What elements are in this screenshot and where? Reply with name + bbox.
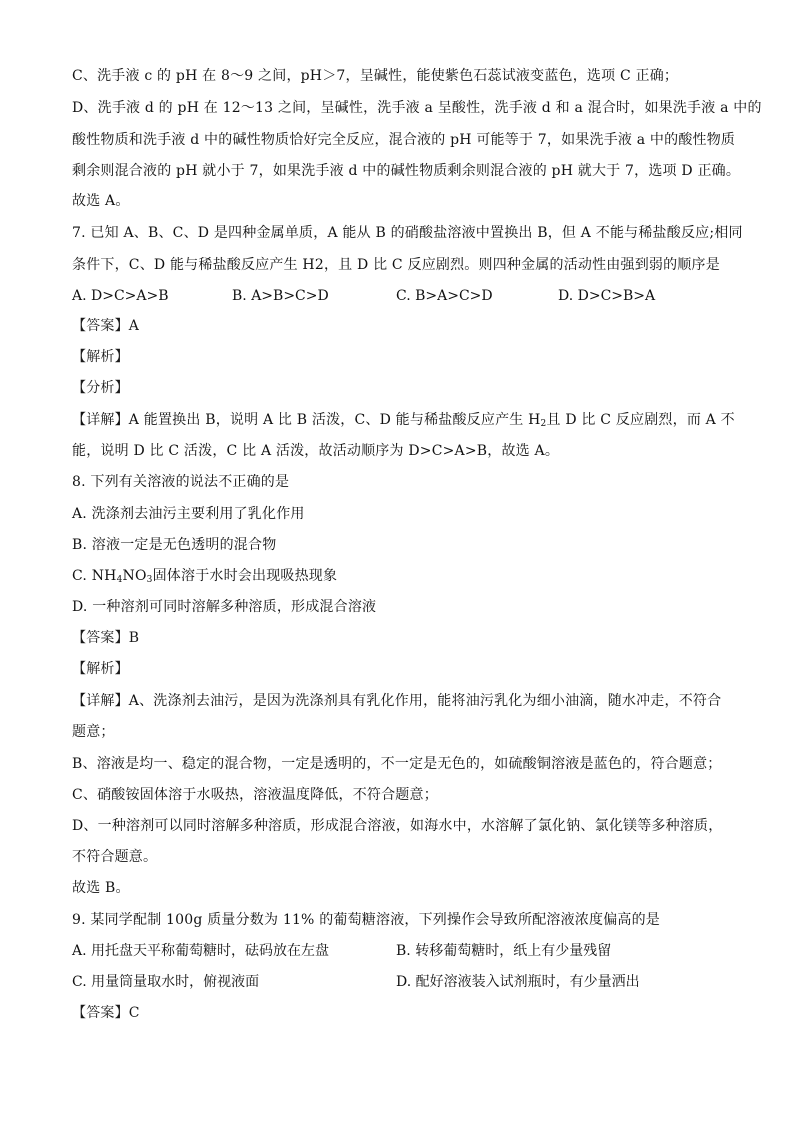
option-c: C. B>A>C>D [396, 288, 493, 304]
subscript: 4 [116, 575, 123, 585]
option-d: D. 一种溶剂可同时溶解多种溶质，形成混合溶液 [72, 599, 377, 615]
option-c [72, 566, 732, 586]
fenxi-label: 【分析】 [72, 380, 129, 396]
text-line: 酸性物质和洗手液 d 中的碱性物质恰好完全反应，混合液的 pH 可能等于 7，如果洗手液 a 中的酸性物质 [72, 132, 736, 148]
detail-line: D、一种溶剂可以同时溶解多种溶质，形成混合溶液，如海水中，水溶解了氯化钠、氯化镁等多种溶质， [72, 818, 723, 834]
answer-label: 【答案】A [72, 318, 140, 334]
option-a: A. D>C>A>B [72, 288, 169, 304]
text-line: 故选 A。 [72, 193, 130, 209]
option-b: B. A>B>C>D [232, 288, 329, 304]
question-9-stem: 9. 某同学配制 100g 质量分数为 11% 的葡萄糖溶液，下列操作会导致所配溶液浓度偏高的是 [72, 912, 661, 928]
analysis-label: 【解析】 [72, 661, 129, 677]
answer-label: 【答案】B [72, 630, 140, 646]
option-text: NO [122, 568, 147, 584]
option-text: C. NH [72, 568, 117, 584]
detail-line: 能，说明 D 比 C 活泼，C 比 A 活泼，故活动顺序为 D>C>A>B，故选 A。 [72, 443, 560, 459]
option-b: B. 溶液一定是无色透明的混合物 [72, 537, 277, 553]
detail-text: 【详解】A 能置换出 B，说明 A 比 B 活泼，C、D 能与稀盐酸反应产生 H [72, 412, 541, 428]
option-b: B. 转移葡萄糖时，纸上有少量残留 [396, 943, 612, 959]
detail-line: B、溶液是均一、稳定的混合物，一定是透明的，不一定是无色的，如硫酸铜溶液是蓝色的，符合题意； [72, 756, 722, 772]
option-text: 固体溶于水时会出现吸热现象 [152, 568, 338, 584]
detail-text: 且 D 比 C 反应剧烈，而 A 不 [546, 412, 735, 428]
detail-line: 故选 B。 [72, 880, 130, 896]
detail-line: C、硝酸铵固体溶于水吸热，溶液温度降低，不符合题意； [72, 787, 438, 803]
option-d: D. D>C>B>A [558, 288, 656, 304]
question-9-options-row1 [72, 941, 732, 961]
answer-label: 【答案】C [72, 1005, 140, 1021]
question-7-stem: 7. 已知 A、B、C、D 是四种金属单质，A 能从 B 的硝酸盐溶液中置换出 B，但 A 不能与稀盐酸反应;相同 [72, 225, 743, 241]
question-7-options [72, 286, 732, 306]
option-c: C. 用量筒量取水时，俯视液面 [72, 974, 260, 990]
question-7-stem-cont: 条件下，C、D 能与稀盐酸反应产生 H2，且 D 比 C 反应剧烈。则四种金属的活动性由强到弱的顺序是 [72, 257, 720, 273]
question-9-options-row2 [72, 972, 732, 992]
option-a: A. 洗涤剂去油污主要利用了乳化作用 [72, 506, 305, 522]
analysis-label: 【解析】 [72, 349, 129, 365]
subscript: 3 [146, 575, 153, 585]
subscript: 2 [540, 419, 547, 429]
detail-line [72, 410, 735, 430]
text-line: 剩余则混合液的 pH 就小于 7，如果洗手液 d 中的碱性物质剩余则混合液的 pH 就大于 7，选项 D 正确。 [72, 163, 741, 179]
option-d: D. 配好溶液装入试剂瓶时，有少量洒出 [396, 974, 640, 990]
detail-line: 不符合题意。 [72, 849, 158, 865]
detail-line: 【详解】A、洗涤剂去油污，是因为洗涤剂具有乳化作用，能将油污乳化为细小油滴，随水冲走，不符合 [72, 693, 722, 709]
option-a: A. 用托盘天平称葡萄糖时，砝码放在左盘 [72, 943, 330, 959]
question-8-stem: 8. 下列有关溶液的说法不正确的是 [72, 474, 290, 490]
detail-line: 题意； [72, 724, 115, 740]
text-line: D、洗手液 d 的 pH 在 12～13 之间，呈碱性，洗手液 a 呈酸性，洗手液 d 和 a 混合时，如果洗手液 a 中的 [72, 100, 762, 116]
text-line: C、洗手液 c 的 pH 在 8～9 之间，pH＞7，呈碱性，能使紫色石蕊试液变蓝色，选项 C 正确； [72, 68, 679, 84]
